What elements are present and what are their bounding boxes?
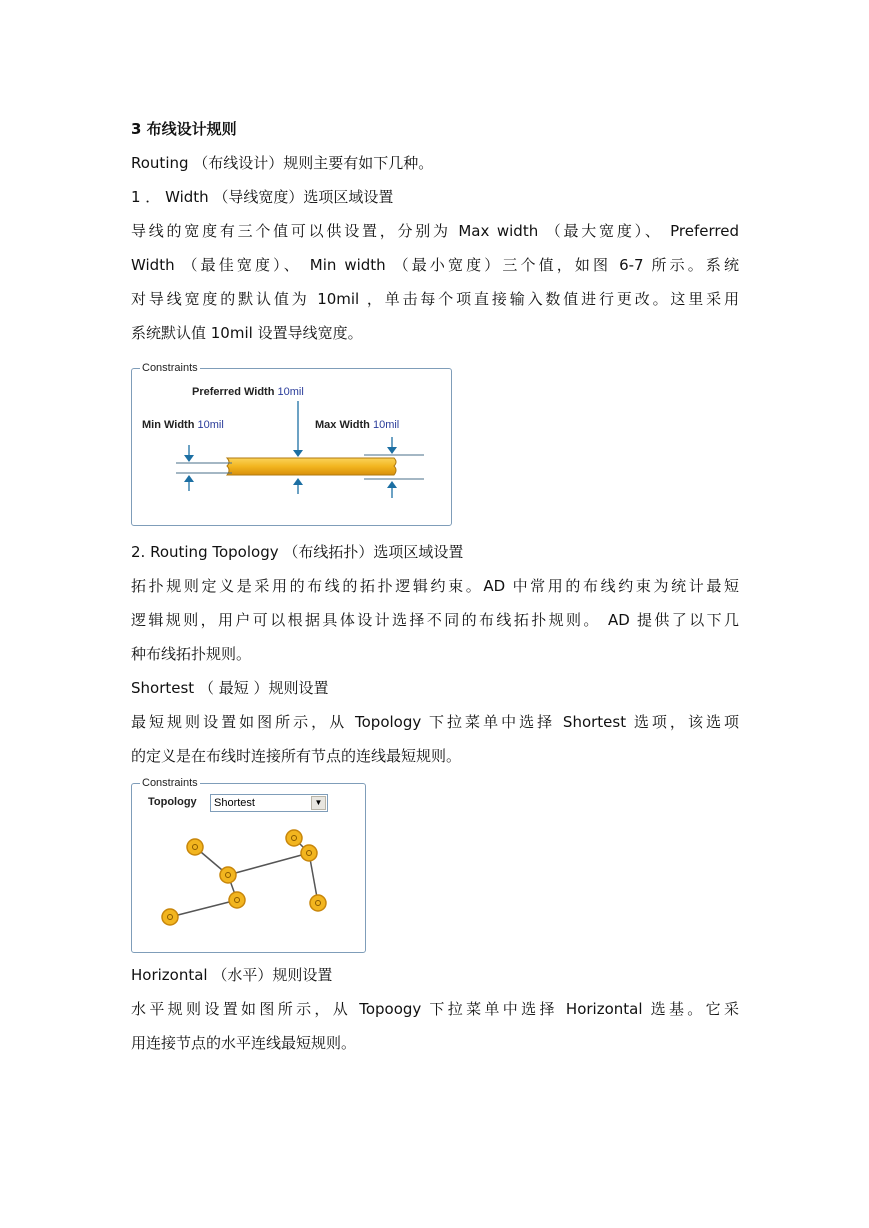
node <box>187 839 203 855</box>
max-width-value: 10mil <box>372 419 400 431</box>
trace-shape <box>227 458 396 475</box>
preferred-width-label <box>192 386 304 398</box>
intro-text: Routing （布线设计）规则主要有如下几种。 <box>131 154 434 172</box>
document-body <box>131 112 739 1060</box>
preferred-width-value: 10mil <box>277 386 304 398</box>
node <box>162 909 178 925</box>
min-width-key: Min Width <box>142 419 195 431</box>
topology-diagram <box>132 784 367 954</box>
topology-figure <box>131 777 366 953</box>
width-constraints-figure <box>131 362 452 526</box>
paragraph-line: Width （最佳宽度）、 Min width （最小宽度）三个值，如图 6-7 所示。系统 <box>131 256 739 274</box>
dropdown-arrow-icon[interactable]: ▼ <box>311 796 326 810</box>
paragraph-line: 水平规则设置如图所示，从 Topoogy 下拉菜单中选择 Horizontal 选基。它采 <box>131 1000 739 1018</box>
preferred-width-key: Preferred Width <box>192 386 275 398</box>
node <box>286 830 302 846</box>
node <box>220 867 236 883</box>
min-width-value: 10mil <box>197 419 224 431</box>
width-section-title: 1 ． Width （导线宽度）选项区域设置 <box>131 188 394 206</box>
paragraph-line: 种布线拓扑规则。 <box>131 645 252 663</box>
paragraph-line: 拓扑规则定义是采用的布线的拓扑逻辑约束。AD 中常用的布线约束为统计最短 <box>131 577 739 595</box>
topology-selected-value: Shortest <box>214 797 255 809</box>
paragraph-line: 的定义是在布线时连接所有节点的连线最短规则。 <box>131 747 462 765</box>
paragraph-line: 最短规则设置如图所示，从 Topology 下拉菜单中选择 Shortest 选项，该选项 <box>131 713 739 731</box>
topology-section-title: 2. Routing Topology （布线拓扑）选项区域设置 <box>131 543 464 561</box>
min-width-label <box>142 419 224 431</box>
shortest-title: Shortest （ 最短 ）规则设置 <box>131 679 329 697</box>
paragraph-line: 系统默认值 10mil 设置导线宽度。 <box>131 324 363 342</box>
panel-title: Constraints <box>142 777 198 789</box>
topology-label: Topology <box>148 796 197 808</box>
horizontal-title: Horizontal （水平）规则设置 <box>131 966 333 984</box>
paragraph-line: 逻辑规则，用户可以根据具体设计选择不同的布线拓扑规则。 AD 提供了以下几 <box>131 611 739 629</box>
topology-nodes <box>162 830 326 925</box>
max-width-key: Max Width <box>315 419 370 431</box>
max-width-label <box>315 419 399 431</box>
node <box>310 895 326 911</box>
paragraph-line: 对导线宽度的默认值为 10mil ，单击每个项直接输入数值进行更改。这里采用 <box>131 290 739 308</box>
section-heading: 3 布线设计规则 <box>131 120 237 138</box>
panel-title: Constraints <box>142 362 198 374</box>
paragraph-line: 用连接节点的水平连线最短规则。 <box>131 1034 357 1052</box>
paragraph-line: 导线的宽度有三个值可以供设置，分别为 Max width （最大宽度）、 Preferred <box>131 222 739 240</box>
node <box>229 892 245 908</box>
node <box>301 845 317 861</box>
